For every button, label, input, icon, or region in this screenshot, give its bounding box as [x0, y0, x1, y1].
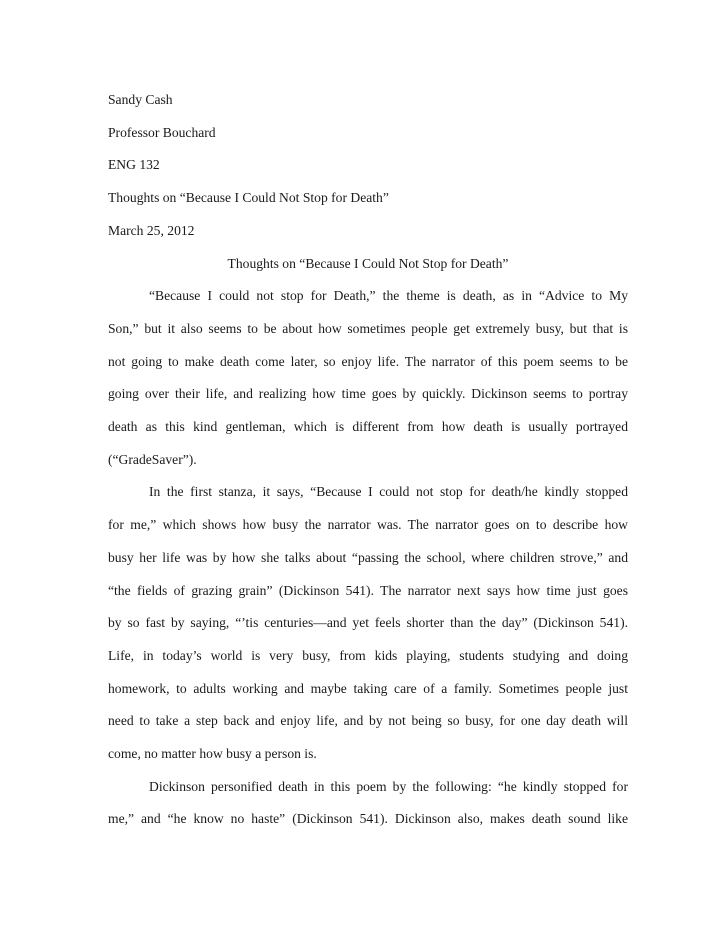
essay-text [108, 84, 628, 836]
paragraph-line: “Because I could not stop for Death,” the theme is death, as in “Advice to My [149, 288, 628, 304]
paragraph-line: “the fields of grazing grain” (Dickinson 541). The narrator next says how time just goes [108, 582, 628, 598]
paragraph-line: Son,” but it also seems to be about how sometimes people get extremely busy, but that is [108, 320, 628, 336]
paragraph-line: not going to make death come later, so enjoy life. The narrator of this poem seems to be [108, 353, 628, 369]
paragraph-line: going over their life, and realizing how time goes by quickly. Dickinson seems to portray [108, 386, 628, 402]
author-name: Sandy Cash [108, 92, 173, 107]
paragraph-line: In the first stanza, it says, “Because I could not stop for death/he kindly stopped [149, 484, 628, 500]
professor-name: Professor Bouchard [108, 124, 216, 140]
paragraph-line: death as this kind gentleman, which is different from how death is usually portrayed [108, 419, 628, 435]
paragraph-line: need to take a step back and enjoy life, and by not being so busy, for one day death will [108, 713, 628, 729]
paragraph [108, 771, 628, 836]
paragraph-line: (“GradeSaver”). [108, 451, 197, 467]
paragraph-line: for me,” which shows how busy the narrator was. The narrator goes on to describe how [108, 517, 628, 533]
paragraph-line: come, no matter how busy a person is. [108, 746, 317, 762]
essay-title: Thoughts on “Because I Could Not Stop for Death” [227, 255, 509, 271]
paragraph [108, 476, 628, 770]
essay-heading-title: Thoughts on “Because I Could Not Stop for Death” [108, 190, 389, 206]
paragraph-line: Life, in today’s world is very busy, from kids playing, students studying and doing [108, 647, 628, 663]
paragraph-line: busy her life was by how she talks about “passing the school, where children strove,” and [108, 549, 628, 565]
paragraph-line: me,” and “he know no haste” (Dickinson 541). Dickinson also, makes death sound like [108, 811, 628, 827]
paragraph-line: Dickinson personified death in this poem by the following: “he kindly stopped for [149, 778, 628, 794]
paragraph-line: homework, to adults working and maybe taking care of a family. Sometimes people just [108, 680, 628, 696]
essay-date: March 25, 2012 [108, 222, 195, 238]
paragraph [108, 280, 628, 476]
paragraph-line: by so fast by saying, “’tis centuries—and yet feels shorter than the day” (Dickinson 541). [108, 615, 628, 631]
course-code: ENG 132 [108, 157, 160, 173]
